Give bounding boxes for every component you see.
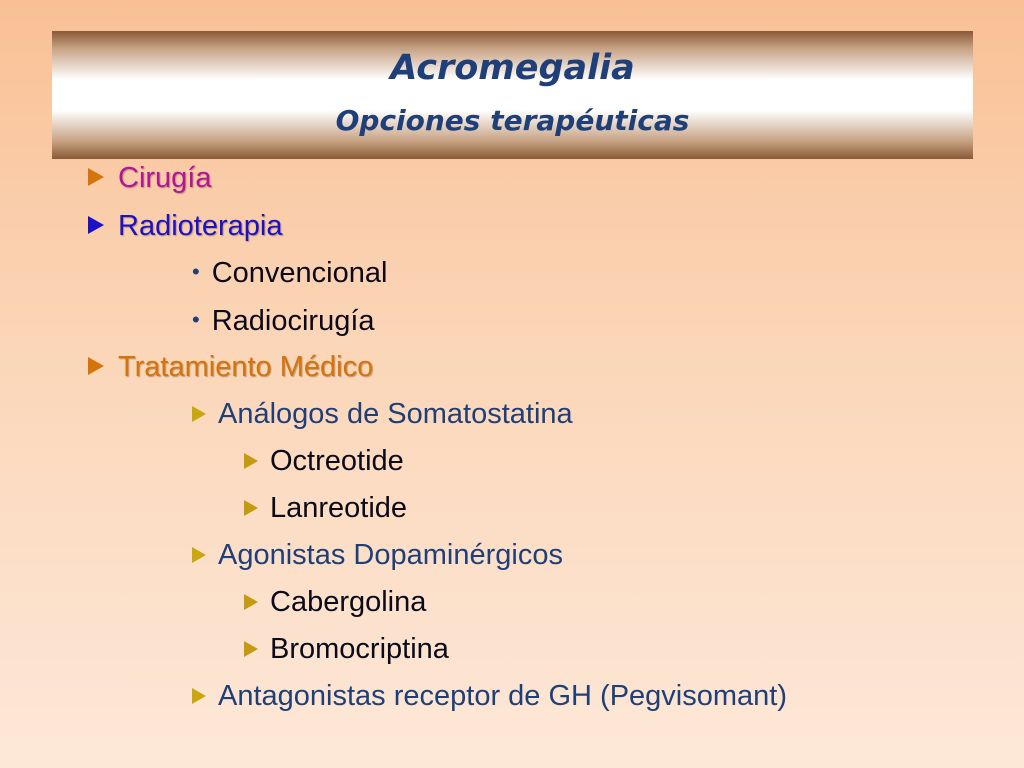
list-item-octreotide xyxy=(244,443,404,479)
list-item-label: Agonistas Dopaminérgicos xyxy=(218,539,563,571)
list-item-label: Lanreotide xyxy=(270,492,408,524)
list-item-bromocriptina xyxy=(244,631,449,667)
list-item-label: Análogos de Somatostatina xyxy=(218,398,573,430)
list-item-radioterapia xyxy=(88,208,282,244)
list-item-label: Octreotide xyxy=(270,445,404,477)
list-item-label: Convencional xyxy=(211,257,388,289)
list-item-convencional xyxy=(192,254,387,291)
list-item-tratamiento-medico xyxy=(88,349,373,385)
list-item-agonistas xyxy=(192,537,563,573)
list-item-label: Cabergolina xyxy=(270,586,427,618)
list-item-label: Antagonistas receptor de GH (Pegvisomant) xyxy=(218,680,787,712)
arrow-right-icon xyxy=(88,168,104,186)
dot-bullet-icon: • xyxy=(192,307,200,332)
list-item-label: Radiocirugía xyxy=(211,305,375,337)
dot-bullet-icon: • xyxy=(192,259,200,284)
list-item-cirugia xyxy=(88,160,212,196)
list-item-label: Radioterapia xyxy=(118,210,283,242)
title-band xyxy=(52,31,973,159)
arrow-right-icon xyxy=(88,216,104,234)
list-item-label: Cirugía xyxy=(118,162,212,194)
slide-subtitle: Opciones terapéuticas xyxy=(335,104,690,137)
arrow-right-icon xyxy=(88,357,104,375)
arrow-right-icon xyxy=(192,547,206,563)
list-item-lanreotide xyxy=(244,490,407,526)
arrow-right-icon xyxy=(192,688,206,704)
list-item-radiocirugia xyxy=(192,302,375,339)
arrow-right-icon xyxy=(244,641,258,657)
list-item-analogos xyxy=(192,396,573,432)
arrow-right-icon xyxy=(244,500,258,516)
list-item-label: Bromocriptina xyxy=(270,633,449,665)
list-item-antagonistas xyxy=(192,678,787,714)
list-item-label: Tratamiento Médico xyxy=(118,351,374,383)
list-item-cabergolina xyxy=(244,584,426,620)
arrow-right-icon xyxy=(192,406,206,422)
arrow-right-icon xyxy=(244,453,258,469)
slide-title: Acromegalia xyxy=(390,48,635,88)
arrow-right-icon xyxy=(244,594,258,610)
